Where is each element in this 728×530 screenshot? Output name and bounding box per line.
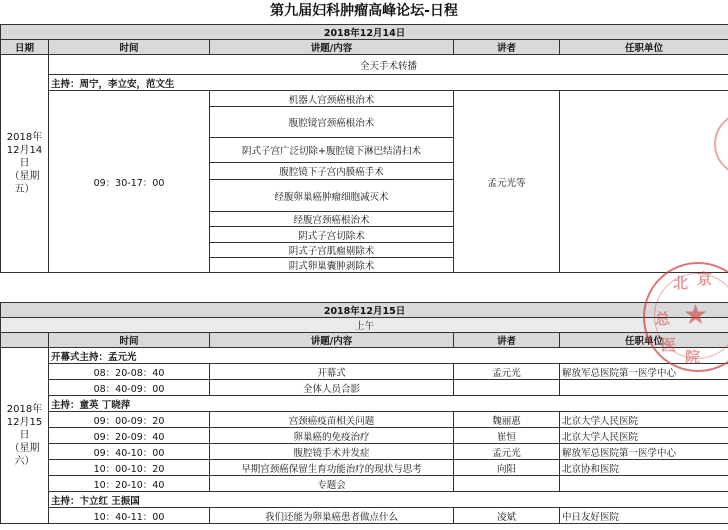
date-line: （星期 bbox=[9, 443, 40, 454]
unit-cell: 北京协和医院 bbox=[560, 460, 728, 476]
table-row bbox=[1, 460, 728, 476]
column-header-speaker: 讲者 bbox=[454, 333, 560, 348]
day2-host-opening: 开幕式主持：孟元光 bbox=[49, 348, 728, 364]
topic-cell: 卵巢癌的免疫治疗 bbox=[210, 428, 454, 444]
page-title: 第九届妇科肿瘤高峰论坛-日程 bbox=[270, 3, 458, 19]
day1-session-title: 全天手术转播 bbox=[49, 55, 728, 75]
unit-cell: 中日友好医院 bbox=[560, 508, 728, 524]
column-header-time: 时间 bbox=[49, 40, 210, 55]
topic-cell: 腹腔镜手术并发症 bbox=[210, 444, 454, 460]
table-row bbox=[1, 380, 728, 396]
speaker-cell bbox=[454, 476, 560, 492]
time-cell: 10：40-11：00 bbox=[49, 508, 210, 524]
day2-banner: 2018年12月15日 bbox=[1, 303, 728, 318]
unit-cell: 解放军总医院第一医学中心 bbox=[560, 444, 728, 460]
day2-host-late: 主持：卞立红 王振国 bbox=[49, 492, 728, 508]
topic-cell: 宫颈癌疫苗相关问题 bbox=[210, 412, 454, 428]
date-line: 五） bbox=[14, 184, 35, 195]
column-header-unit: 任职单位 bbox=[560, 40, 728, 55]
day1-speaker-cell: 孟元光等 bbox=[454, 91, 560, 273]
topic-cell: 早期宫颈癌保留生育功能治疗的现状与思考 bbox=[210, 460, 454, 476]
date-line: （星期 bbox=[9, 171, 40, 182]
table-row bbox=[1, 444, 728, 460]
table-row bbox=[1, 412, 728, 428]
time-cell: 09：00-09：20 bbox=[49, 412, 210, 428]
unit-cell bbox=[560, 476, 728, 492]
day2-period: 上午 bbox=[1, 318, 728, 333]
speaker-cell: 向阳 bbox=[454, 460, 560, 476]
stamp-glyph: 京 bbox=[697, 270, 713, 288]
topic-cell: 经腹宫颈癌根治术 bbox=[210, 212, 454, 227]
stamp-glyph: 北 bbox=[673, 274, 689, 292]
stamp-glyph: 总 bbox=[655, 310, 671, 328]
column-header-time: 时间 bbox=[49, 333, 210, 348]
speaker-cell: 孟元光 bbox=[454, 444, 560, 460]
unit-cell: 北京大学人民医院 bbox=[560, 412, 728, 428]
speaker-cell: 凌斌 bbox=[454, 508, 560, 524]
column-header-date: 日期 bbox=[1, 40, 49, 55]
stamp-glyph: 医 bbox=[661, 336, 677, 354]
topic-cell: 我们还能为卵巢癌患者做点什么 bbox=[210, 508, 454, 524]
table-row bbox=[1, 428, 728, 444]
speaker-cell: 魏丽惠 bbox=[454, 412, 560, 428]
time-cell: 08：40-09：00 bbox=[49, 380, 210, 396]
day1-host-row: 主持：周宁，李立安，范文生 bbox=[49, 75, 728, 91]
column-header-topic: 讲题/内容 bbox=[210, 333, 454, 348]
table-row bbox=[1, 508, 728, 524]
date-line: 2018年 bbox=[6, 132, 43, 143]
column-header-topic: 讲题/内容 bbox=[210, 40, 454, 55]
topic-cell: 阴式子宫广泛切除+腹腔镜下淋巴结清扫术 bbox=[210, 138, 454, 163]
unit-cell bbox=[560, 380, 728, 396]
topic-cell: 开幕式 bbox=[210, 364, 454, 380]
day2-host-morning: 主持：童英 丁晓萍 bbox=[49, 396, 728, 412]
topic-cell: 机器人宫颈癌根治术 bbox=[210, 91, 454, 107]
day1-banner: 2018年12月14日 bbox=[1, 25, 728, 40]
time-cell: 10：00-10：20 bbox=[49, 460, 210, 476]
time-cell: 10：20-10：40 bbox=[49, 476, 210, 492]
star-icon: ★ bbox=[683, 298, 709, 331]
date-line: 12月14日 bbox=[6, 145, 43, 169]
time-cell: 08：20-08：40 bbox=[49, 364, 210, 380]
time-cell: 09：40-10：00 bbox=[49, 444, 210, 460]
table-row bbox=[1, 476, 728, 492]
unit-cell: 解放军总医院第一医学中心 bbox=[560, 364, 728, 380]
table-row bbox=[1, 364, 728, 380]
speaker-cell: 崔恒 bbox=[454, 428, 560, 444]
date-line: 六） bbox=[14, 456, 35, 467]
schedule-table-day1 bbox=[0, 24, 728, 273]
topic-cell: 全体人员合影 bbox=[210, 380, 454, 396]
time-cell: 09：20-09：40 bbox=[49, 428, 210, 444]
schedule-table-day2 bbox=[0, 302, 728, 524]
topic-cell: 经腹卵巢癌肿瘤细胞减灭术 bbox=[210, 180, 454, 212]
day1-unit-cell bbox=[560, 91, 728, 273]
topic-cell: 腹腔镜宫颈癌根治术 bbox=[210, 107, 454, 138]
topic-cell: 阴式卵巢囊肿剥除术 bbox=[210, 258, 454, 273]
speaker-cell: 孟元光 bbox=[454, 364, 560, 380]
stamp-glyph: 院 bbox=[685, 348, 701, 366]
topic-cell: 阴式子宫切除术 bbox=[210, 227, 454, 243]
day2-date-cell bbox=[1, 348, 49, 524]
date-line: 2018年 bbox=[6, 404, 43, 415]
day1-time-cell: 09：30-17：00 bbox=[49, 91, 210, 273]
day1-date-cell bbox=[1, 55, 49, 273]
topic-cell: 腹腔镜下子宫内膜癌手术 bbox=[210, 163, 454, 180]
unit-cell: 北京大学人民医院 bbox=[560, 428, 728, 444]
column-header-speaker: 讲者 bbox=[454, 40, 560, 55]
topic-cell: 阴式子宫肌瘤剔除术 bbox=[210, 243, 454, 258]
speaker-cell bbox=[454, 380, 560, 396]
topic-cell: 专题会 bbox=[210, 476, 454, 492]
date-line: 12月15日 bbox=[6, 417, 43, 441]
column-header-unit: 任职单位 bbox=[560, 333, 728, 348]
column-header-date bbox=[1, 333, 49, 348]
